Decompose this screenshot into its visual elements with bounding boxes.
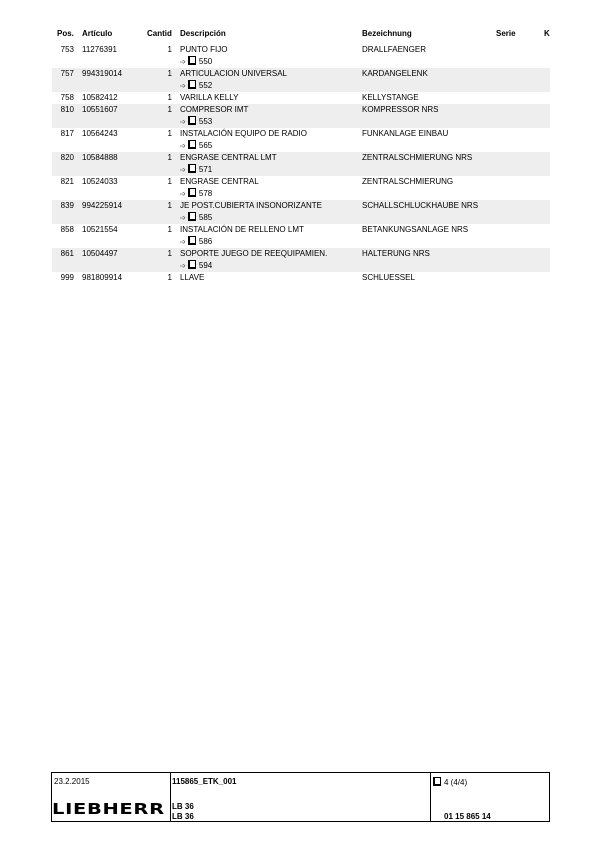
table-row bbox=[52, 104, 550, 128]
row-pos: 757 bbox=[60, 69, 74, 78]
page-icon bbox=[188, 140, 196, 149]
row-ref-page: 585 bbox=[198, 213, 213, 222]
arrow-icon: ➩ bbox=[180, 143, 186, 150]
row-cantid: 1 bbox=[167, 273, 172, 282]
table-header bbox=[0, 29, 595, 41]
row-pos: 820 bbox=[60, 153, 74, 162]
row-ref-page: 586 bbox=[198, 237, 213, 246]
row-cantid: 1 bbox=[167, 69, 172, 78]
row-ref-page: 594 bbox=[198, 261, 213, 270]
footer-page bbox=[433, 777, 467, 787]
table-row bbox=[52, 128, 550, 152]
header-descripcion: Descripción bbox=[180, 29, 226, 38]
row-descripcion: SOPORTE JUEGO DE REEQUIPAMIEN. bbox=[180, 249, 328, 258]
footer-part-number: 01 15 865 14 bbox=[444, 812, 491, 821]
row-pos: 817 bbox=[60, 129, 74, 138]
row-bezeichnung: HALTERUNG NRS bbox=[362, 249, 430, 258]
arrow-icon: ➩ bbox=[180, 167, 186, 174]
row-descripcion: ENGRASE CENTRAL bbox=[180, 177, 259, 186]
footer-page-text: 4 (4/4) bbox=[444, 778, 468, 787]
row-cantid: 1 bbox=[167, 201, 172, 210]
arrow-icon: ➩ bbox=[180, 263, 186, 270]
row-articulo: 10521554 bbox=[82, 225, 118, 234]
row-ref-page: 565 bbox=[198, 141, 213, 150]
page-icon bbox=[188, 212, 196, 221]
arrow-icon: ➩ bbox=[180, 119, 186, 126]
row-bezeichnung: FUNKANLAGE EINBAU bbox=[362, 129, 449, 138]
row-pos: 861 bbox=[60, 249, 74, 258]
footer-model-2: LB 36 bbox=[172, 812, 194, 821]
row-articulo: 10582412 bbox=[82, 93, 118, 102]
footer-col-right bbox=[430, 773, 549, 821]
header-articulo: Artículo bbox=[82, 29, 113, 38]
page-icon bbox=[188, 236, 196, 245]
row-cantid: 1 bbox=[167, 249, 172, 258]
row-bezeichnung: SCHALLSCHLUCKHAUBE NRS bbox=[362, 201, 479, 210]
footer-col-middle bbox=[170, 773, 431, 821]
table-row bbox=[52, 68, 550, 92]
table-row bbox=[52, 248, 550, 272]
row-cantid: 1 bbox=[167, 45, 172, 54]
footer-col-left bbox=[52, 773, 171, 821]
footer-date: 23.2.2015 bbox=[54, 777, 90, 786]
liebherr-logo: LIEBHERR bbox=[52, 800, 165, 818]
row-pos: 810 bbox=[60, 105, 74, 114]
footer-box bbox=[51, 772, 550, 822]
row-articulo: 10504497 bbox=[82, 249, 118, 258]
row-articulo: 994319014 bbox=[82, 69, 123, 78]
row-ref-page: 553 bbox=[198, 117, 213, 126]
row-bezeichnung: KOMPRESSOR NRS bbox=[362, 105, 439, 114]
row-pos: 858 bbox=[60, 225, 74, 234]
row-ref-page: 552 bbox=[198, 81, 213, 90]
arrow-icon: ➩ bbox=[180, 215, 186, 222]
table-row bbox=[52, 224, 550, 248]
footer-doc-id: 115865_ETK_001 bbox=[172, 777, 237, 786]
header-serie: Serie bbox=[496, 29, 516, 38]
row-pos: 821 bbox=[60, 177, 74, 186]
row-ref-page: 571 bbox=[198, 165, 213, 174]
row-cantid: 1 bbox=[167, 153, 172, 162]
row-cantid: 1 bbox=[167, 177, 172, 186]
row-articulo: 994225914 bbox=[82, 201, 123, 210]
row-ref-page: 550 bbox=[198, 57, 213, 66]
table-row bbox=[52, 176, 550, 200]
row-articulo: 11276391 bbox=[82, 45, 117, 54]
row-bezeichnung: BETANKUNGSANLAGE NRS bbox=[362, 225, 469, 234]
row-cantid: 1 bbox=[167, 105, 172, 114]
page-icon bbox=[188, 80, 196, 89]
page-icon bbox=[188, 164, 196, 173]
header-bezeichnung: Bezeichnung bbox=[362, 29, 412, 38]
row-articulo: 10524033 bbox=[82, 177, 118, 186]
row-bezeichnung: KELLYSTANGE bbox=[362, 93, 419, 102]
arrow-icon: ➩ bbox=[180, 83, 186, 90]
row-bezeichnung: ZENTRALSCHMIERUNG bbox=[362, 177, 454, 186]
header-cantid: Cantid bbox=[147, 29, 172, 38]
row-articulo: 10584888 bbox=[82, 153, 118, 162]
row-descripcion: JE POST.CUBIERTA INSONORIZANTE bbox=[180, 201, 322, 210]
row-descripcion: VARILLA KELLY bbox=[180, 93, 239, 102]
row-articulo: 10564243 bbox=[82, 129, 118, 138]
table-row bbox=[52, 272, 550, 284]
row-descripcion: ENGRASE CENTRAL LMT bbox=[180, 153, 277, 162]
row-descripcion: PUNTO FIJO bbox=[180, 45, 228, 54]
table-row bbox=[52, 200, 550, 224]
row-cantid: 1 bbox=[167, 225, 172, 234]
row-articulo: 10551607 bbox=[82, 105, 118, 114]
row-descripcion: ARTICULACION UNIVERSAL bbox=[180, 69, 287, 78]
table-row bbox=[52, 152, 550, 176]
page-icon bbox=[433, 777, 441, 786]
parts-table bbox=[52, 44, 550, 284]
header-pos: Pos. bbox=[57, 29, 74, 38]
row-descripcion: LLAVE bbox=[180, 273, 205, 282]
row-pos: 758 bbox=[60, 93, 74, 102]
row-pos: 753 bbox=[60, 45, 74, 54]
row-cantid: 1 bbox=[167, 129, 172, 138]
arrow-icon: ➩ bbox=[180, 191, 186, 198]
row-articulo: 981809914 bbox=[82, 273, 123, 282]
table-row bbox=[52, 92, 550, 104]
page-icon bbox=[188, 116, 196, 125]
arrow-icon: ➩ bbox=[180, 59, 186, 66]
row-cantid: 1 bbox=[167, 93, 172, 102]
row-bezeichnung: KARDANGELENK bbox=[362, 69, 428, 78]
row-pos: 839 bbox=[60, 201, 74, 210]
row-bezeichnung: DRALLFAENGER bbox=[362, 45, 427, 54]
row-pos: 999 bbox=[60, 273, 74, 282]
row-descripcion: COMPRESOR IMT bbox=[180, 105, 249, 114]
row-bezeichnung: SCHLUESSEL bbox=[362, 273, 415, 282]
page-icon bbox=[188, 188, 196, 197]
page-icon bbox=[188, 260, 196, 269]
header-k: K bbox=[544, 29, 550, 38]
row-descripcion: INSTALACIÓN EQUIPO DE RADIO bbox=[180, 129, 307, 138]
row-descripcion: INSTALACIÓN DE RELLENO LMT bbox=[180, 225, 304, 234]
arrow-icon: ➩ bbox=[180, 239, 186, 246]
table-row bbox=[52, 44, 550, 68]
footer-model-1: LB 36 bbox=[172, 802, 194, 811]
page-icon bbox=[188, 56, 196, 65]
row-ref-page: 578 bbox=[198, 189, 213, 198]
row-bezeichnung: ZENTRALSCHMIERUNG NRS bbox=[362, 153, 473, 162]
